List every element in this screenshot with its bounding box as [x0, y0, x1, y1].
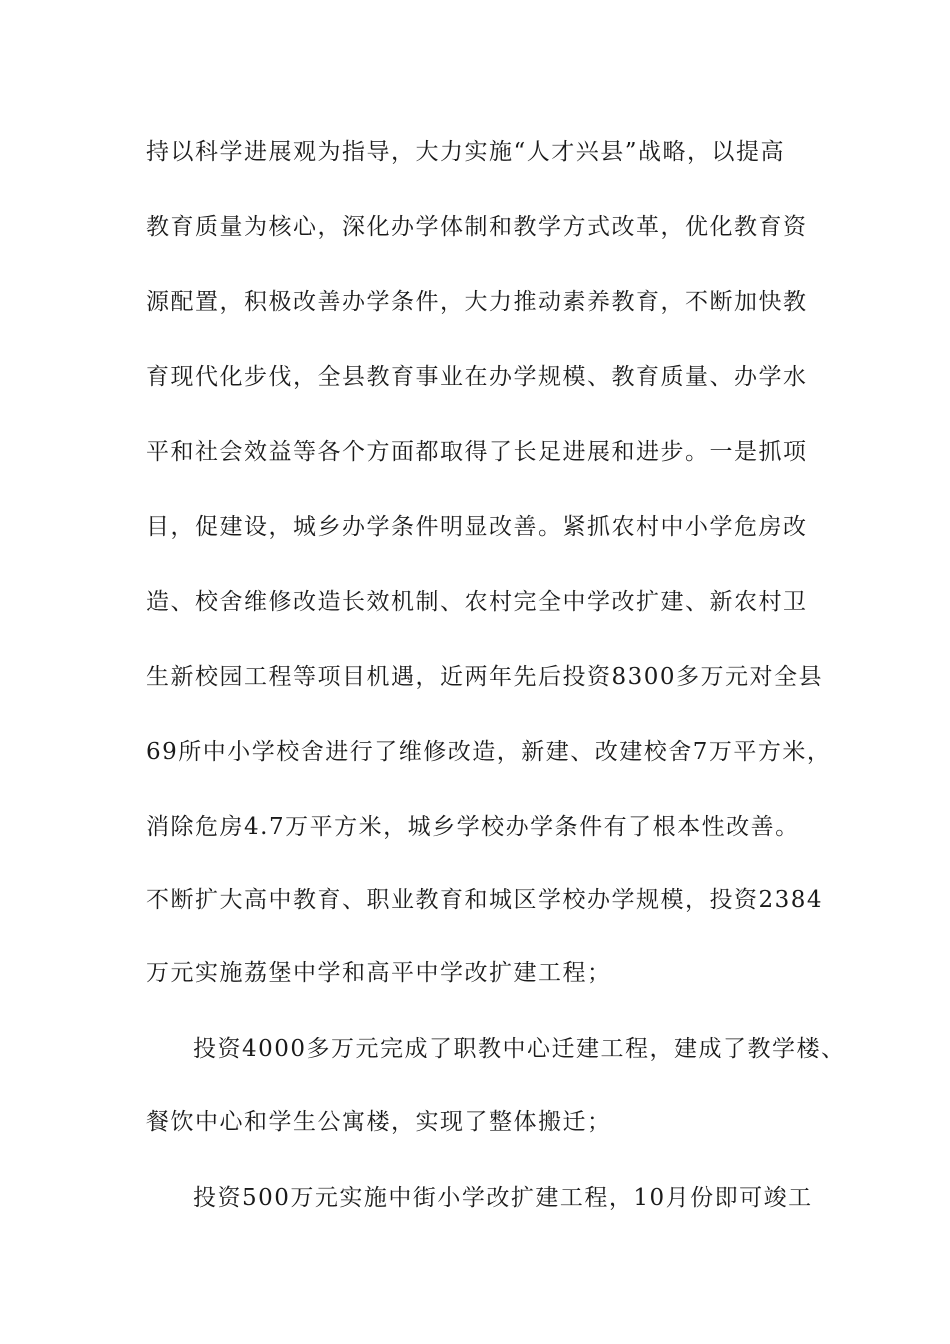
- paragraph-line: 消除危房4.7万平方米，城乡学校办学条件有了根本性改善。: [146, 814, 800, 840]
- paragraph-line: 教育质量为核心，深化办学体制和教学方式改革，优化教育资: [146, 214, 808, 240]
- paragraph-line-indented: 投资4000多万元完成了职教中心迁建工程，建成了教学楼、: [193, 1036, 846, 1062]
- paragraph-line: 69所中小学校舍进行了维修改造，新建、改建校舍7万平方米，: [146, 739, 832, 765]
- paragraph-line-indented: 投资500万元实施中街小学改扩建工程，10月份即可竣工: [193, 1185, 813, 1211]
- paragraph-line: 目，促建设，城乡办学条件明显改善。紧抓农村中小学危房改: [146, 514, 808, 540]
- paragraph-line: 万元实施荔堡中学和高平中学改扩建工程；: [146, 960, 612, 986]
- paragraph-line: 造、校舍维修改造长效机制、农村完全中学改扩建、新农村卫: [146, 589, 808, 615]
- paragraph-line: 平和社会效益等各个方面都取得了长足进展和进步。一是抓项: [146, 439, 808, 465]
- paragraph-line: 生新校园工程等项目机遇，近两年先后投资8300多万元对全县: [146, 664, 824, 690]
- paragraph-line: 不断扩大高中教育、职业教育和城区学校办学规模，投资2384: [146, 887, 824, 913]
- paragraph-line: 持以科学进展观为指导，大力实施“人才兴县”战略，以提高: [146, 139, 786, 165]
- paragraph-line: 餐饮中心和学生公寓楼，实现了整体搬迁；: [146, 1109, 612, 1135]
- paragraph-line: 源配置，积极改善办学条件，大力推动素养教育，不断加快教: [146, 289, 808, 315]
- paragraph-line: 育现代化步伐，全县教育事业在办学规模、教育质量、办学水: [146, 364, 808, 390]
